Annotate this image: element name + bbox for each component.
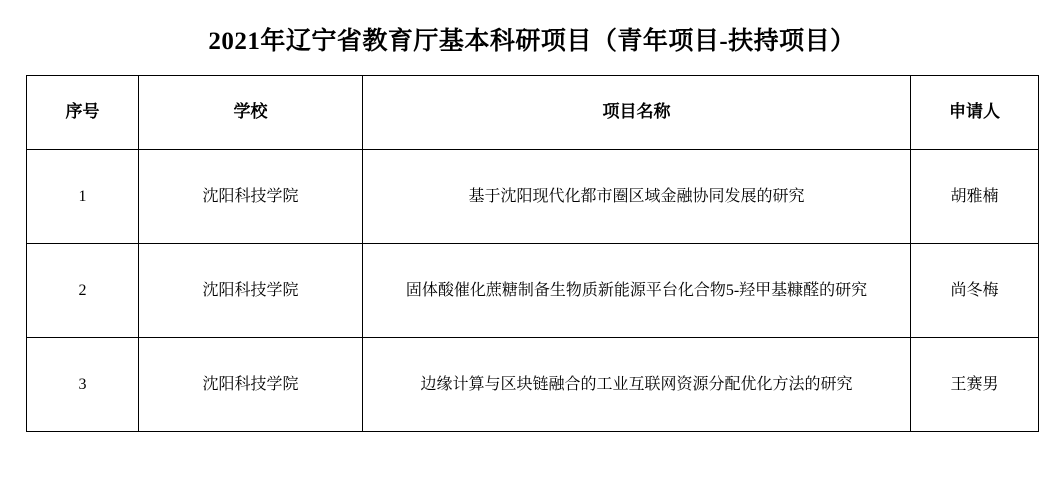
cell-project: 边缘计算与区块链融合的工业互联网资源分配优化方法的研究 [363,338,911,432]
column-header-applicant: 申请人 [911,76,1039,150]
cell-index: 3 [27,338,139,432]
table-header [27,76,1039,150]
cell-project: 基于沈阳现代化都市圈区域金融协同发展的研究 [363,150,911,244]
grant-projects-table [26,75,1039,432]
cell-applicant: 王赛男 [911,338,1039,432]
cell-applicant: 尚冬梅 [911,244,1039,338]
table-row [27,244,1039,338]
column-header-school: 学校 [139,76,363,150]
table-row [27,150,1039,244]
table-body [27,150,1039,432]
cell-school: 沈阳科技学院 [139,150,363,244]
table-header-row [27,76,1039,150]
cell-index: 2 [27,244,139,338]
cell-index: 1 [27,150,139,244]
column-header-project: 项目名称 [363,76,911,150]
table-container [0,75,1064,432]
cell-school: 沈阳科技学院 [139,244,363,338]
table-row [27,338,1039,432]
cell-applicant: 胡雅楠 [911,150,1039,244]
page-title: 2021年辽宁省教育厅基本科研项目（青年项目-扶持项目） [208,28,856,55]
cell-school: 沈阳科技学院 [139,338,363,432]
cell-project: 固体酸催化蔗糖制备生物质新能源平台化合物5-羟甲基糠醛的研究 [363,244,911,338]
column-header-index: 序号 [27,76,139,150]
